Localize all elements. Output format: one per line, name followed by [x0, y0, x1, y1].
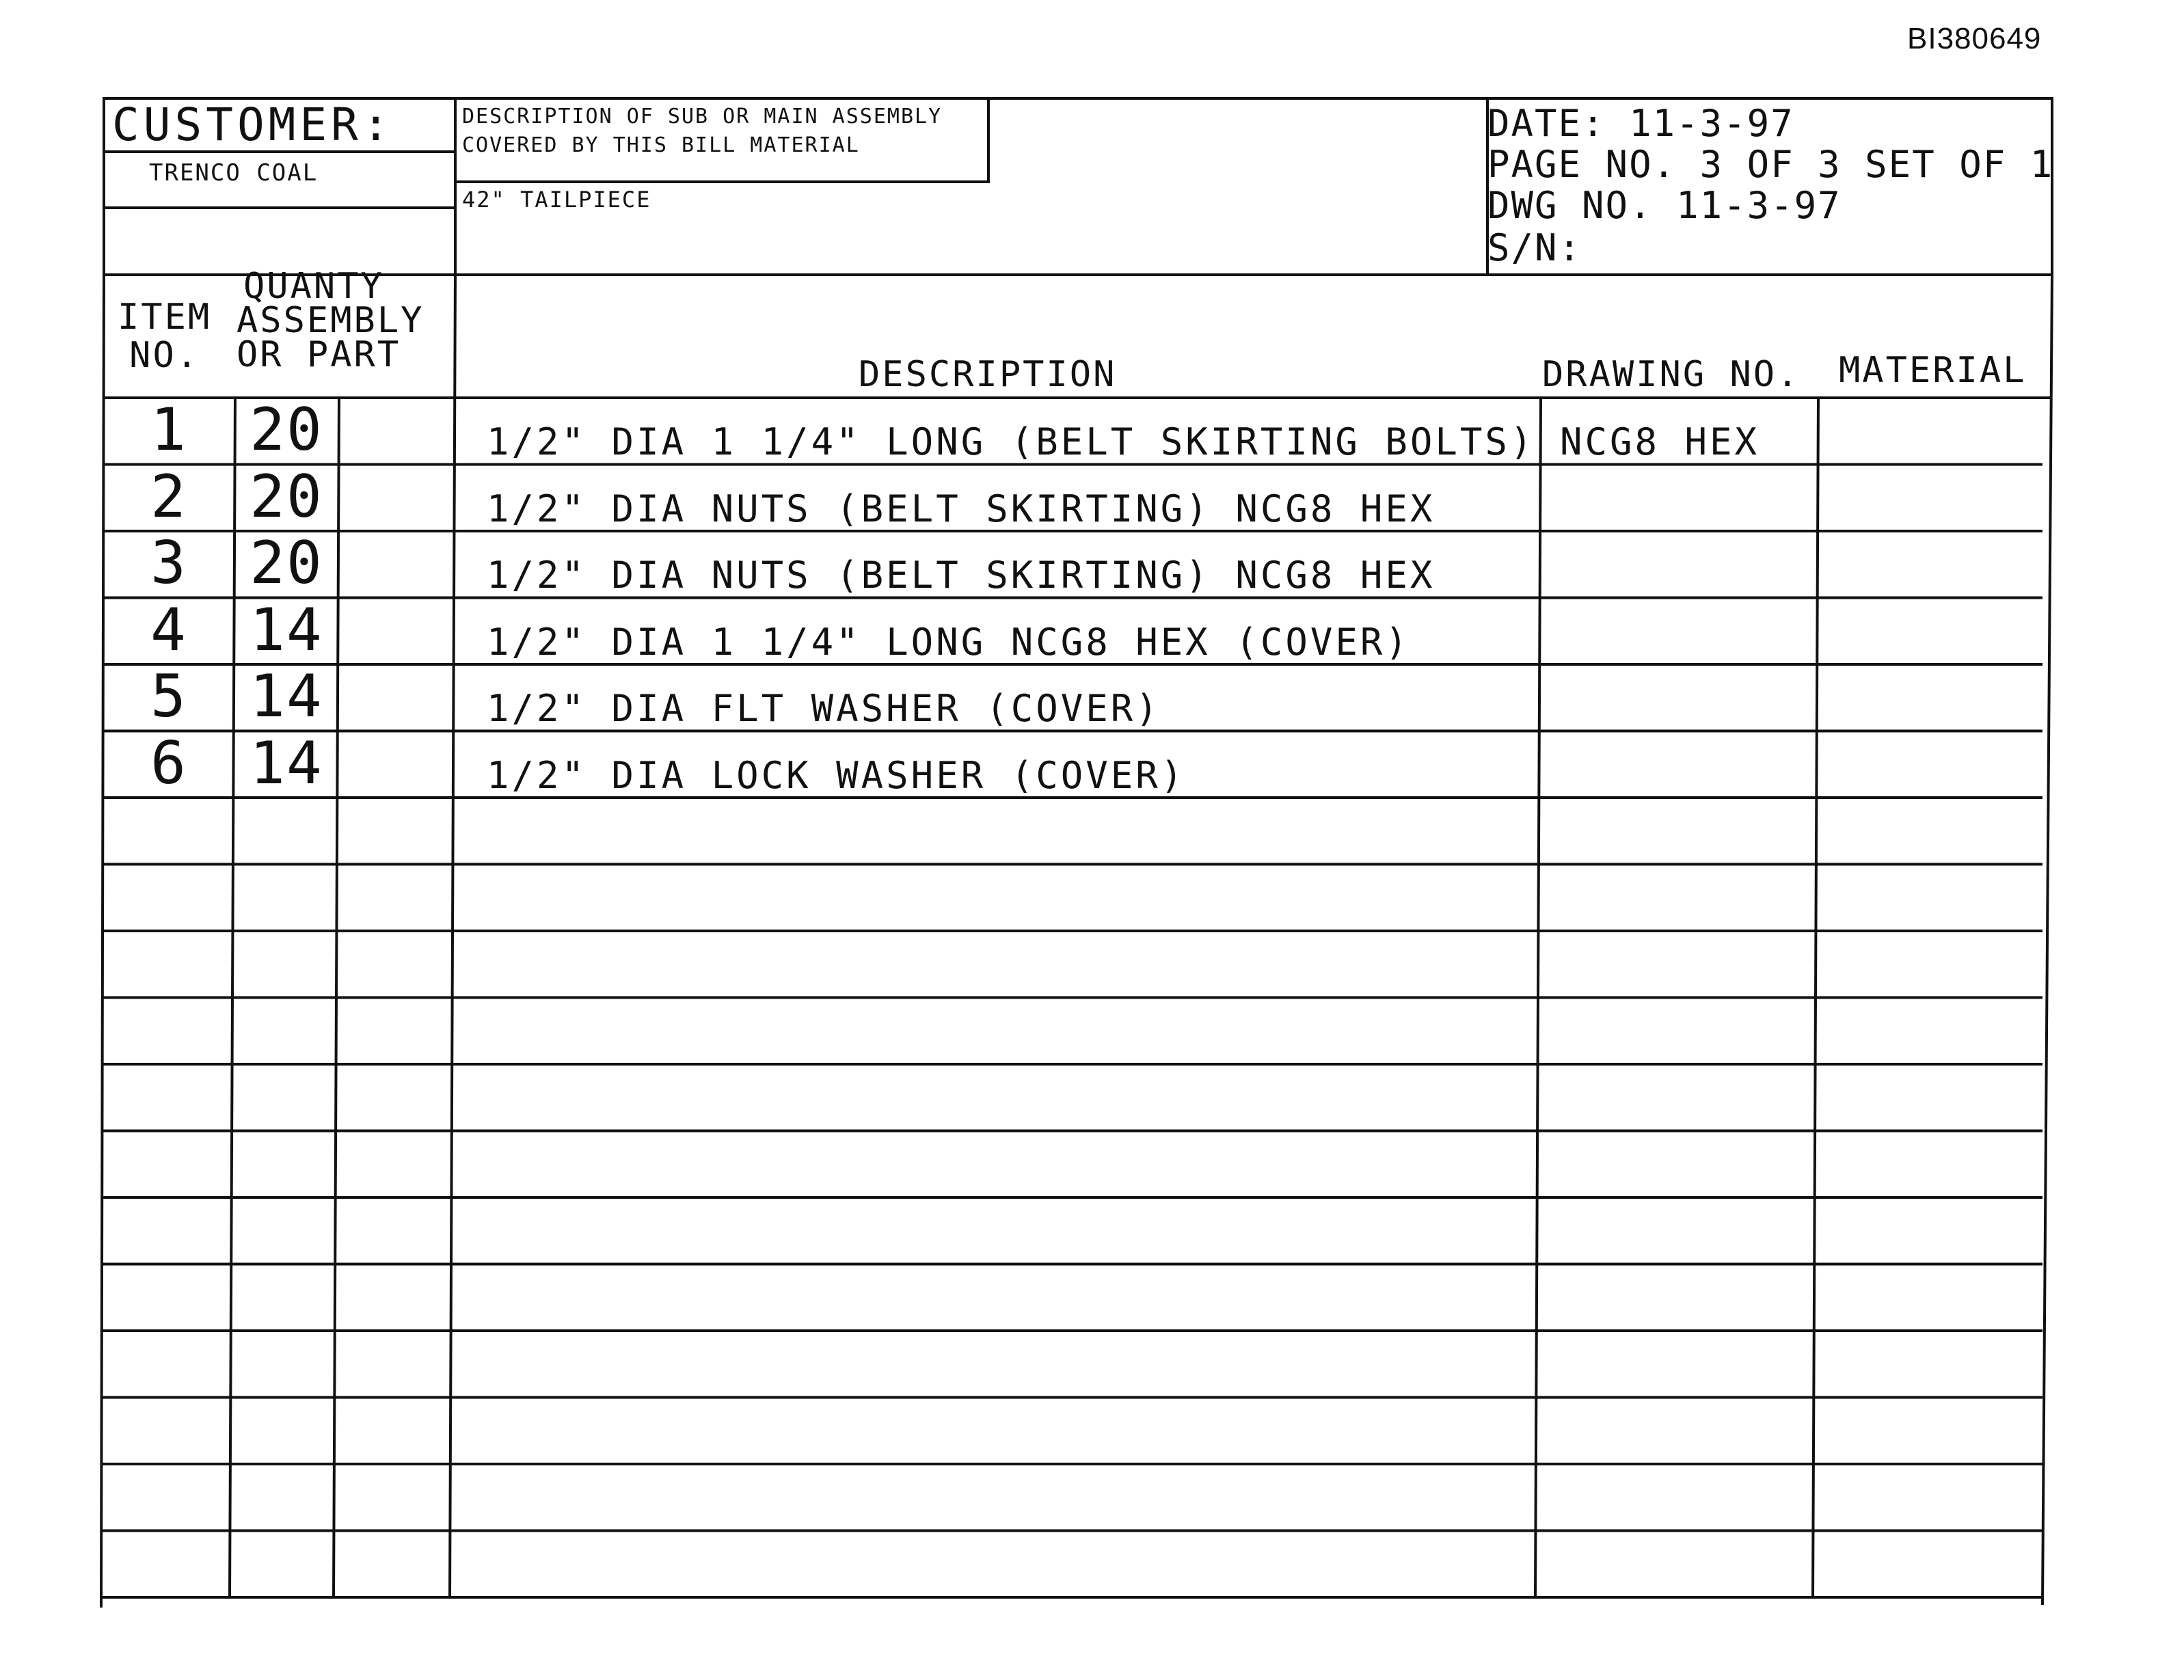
date-field: DATE: 11-3-97 [1487, 102, 1794, 145]
item-header-line1: ITEM [118, 297, 212, 338]
item-number-cell: 4 [150, 595, 187, 664]
item-number-header [118, 298, 211, 375]
description-cell: 1/2" DIA 1 1/4" LONG NCG8 HEX (COVER) [487, 620, 1410, 664]
serial-number-field: S/N: [1487, 226, 1582, 269]
description-cell: 1/2" DIA NUTS (BELT SKIRTING) NCG8 HEX [487, 554, 1435, 597]
qty-header-line3: OR PART [237, 334, 401, 375]
description-header: DESCRIPTION [859, 354, 1117, 395]
page-number-field: PAGE NO. 3 OF 3 SET OF 1 [1487, 143, 2054, 186]
assembly-value: 42" TAILPIECE [462, 187, 651, 213]
quantity-cell: 14 [250, 595, 323, 664]
customer-label: CUSTOMER: [112, 98, 394, 151]
item-number-cell: 1 [150, 396, 187, 464]
assembly-label-line1: DESCRIPTION OF SUB OR MAIN ASSEMBLY [462, 105, 943, 128]
quantity-cell: 20 [250, 529, 323, 597]
item-header-line2: NO. [129, 335, 200, 376]
qty-header-line2: ASSEMBLY [237, 300, 424, 341]
quantity-cell: 20 [250, 462, 323, 531]
item-number-cell: 3 [150, 529, 187, 597]
item-number-cell: 2 [150, 462, 187, 531]
quantity-header [237, 266, 424, 375]
drawing-number-header: DRAWING NO. [1542, 354, 1801, 395]
assembly-label-line2: COVERED BY THIS BILL MATERIAL [462, 133, 860, 157]
item-number-cell: 6 [150, 729, 187, 798]
description-cell: 1/2" DIA 1 1/4" LONG (BELT SKIRTING BOLTS) NCG8 HEX [487, 420, 1760, 463]
assembly-label [462, 103, 942, 160]
customer-name: TRENCO COAL [149, 159, 319, 187]
material-header: MATERIAL [1839, 350, 2027, 391]
description-cell: 1/2" DIA LOCK WASHER (COVER) [487, 753, 1186, 797]
description-cell: 1/2" DIA FLT WASHER (COVER) [487, 687, 1161, 730]
item-number-cell: 5 [150, 662, 187, 731]
qty-header-line1: QUANTY [243, 266, 384, 307]
description-cell: 1/2" DIA NUTS (BELT SKIRTING) NCG8 HEX [487, 487, 1435, 530]
quantity-cell: 14 [250, 662, 323, 731]
quantity-cell: 20 [250, 396, 323, 464]
quantity-cell: 14 [250, 729, 323, 798]
document-id: BI380649 [1907, 22, 2042, 55]
column-rule [450, 275, 455, 1597]
drawing-number-field: DWG NO. 11-3-97 [1487, 184, 1842, 227]
